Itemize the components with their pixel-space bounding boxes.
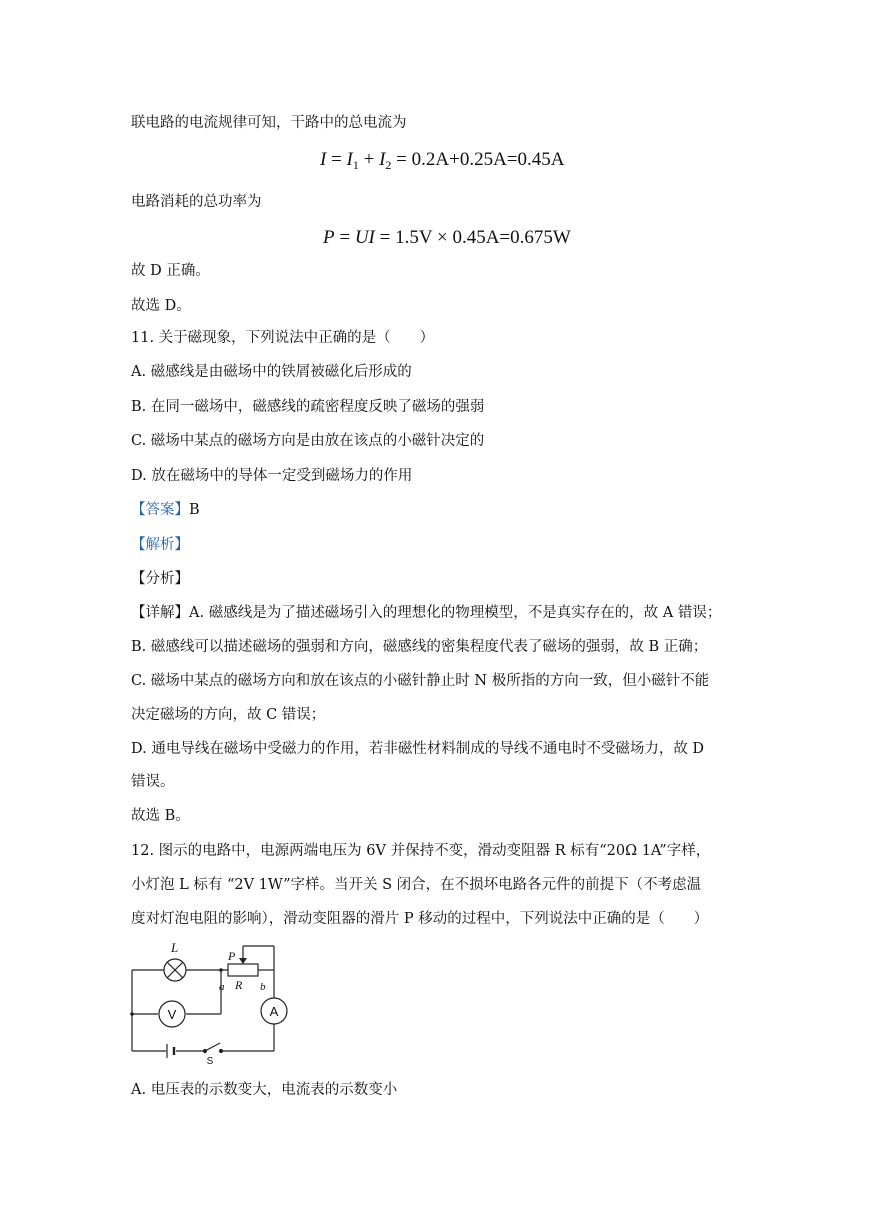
fenxi-tag: 【分析】 <box>131 571 189 587</box>
text-line: 故 D 正确。 <box>131 263 210 279</box>
switch-icon <box>204 1043 223 1053</box>
question-12-option-a: A. 电压表的示数变大，电流表的示数变小 <box>131 1082 398 1098</box>
question-12-stem-1: 12. 图示的电路中，电源两端电压为 6V 并保持不变，滑动变阻器 R 标有“20Ω 1A”字样， <box>131 843 711 859</box>
choice-line: 故选 B。 <box>131 808 190 824</box>
battery-icon <box>167 1044 174 1058</box>
detail-c-2: 决定磁场的方向，故 C 错误； <box>131 707 326 723</box>
option-c: C. 磁场中某点的磁场方向是由放在该点的小磁针决定的 <box>131 433 485 449</box>
detail-d-1: D. 通电导线在磁场中受磁力的作用，若非磁性材料制成的导线不通电时不受磁场力，故 D <box>131 741 705 757</box>
text-line: 电路消耗的总功率为 <box>131 194 262 210</box>
voltmeter-label: V <box>167 1007 177 1022</box>
equation-power: P = UI = 1.5V × 0.45A=0.675W <box>323 227 571 248</box>
answer-tag: 【答案】 <box>131 502 189 518</box>
detail-c-1: C. 磁场中某点的磁场方向和放在该点的小磁针静止时 N 极所指的方向一致，但小磁针不能 <box>131 673 710 689</box>
ammeter-label: A <box>269 1004 279 1019</box>
question-12-stem-2: 小灯泡 L 标有 “2V 1W”字样。当开关 S 闭合，在不损坏电路各元件的前提下（不考虑温 <box>131 877 702 893</box>
detail-a <box>131 603 721 623</box>
answer-line <box>131 500 200 520</box>
switch-label: S <box>206 1056 214 1066</box>
detail-tag: 【详解】 <box>131 605 189 621</box>
resistor-label: R <box>235 978 243 992</box>
slider-label: P <box>228 949 236 963</box>
lamp-icon <box>164 959 186 981</box>
end-a-label: a <box>219 981 225 993</box>
lamp-label: L <box>171 940 179 955</box>
detail-a-text: A. 磁感线是为了描述磁场引入的理想化的物理模型，不是真实存在的，故 A 错误； <box>189 605 722 621</box>
text-line: 联电路的电流规律可知，干路中的总电流为 <box>131 115 407 131</box>
question-12-stem-3: 度对灯泡电阻的影响），滑动变阻器的滑片 P 移动的过程中，下列说法中正确的是（ ） <box>131 911 709 927</box>
analysis-tag: 【解析】 <box>131 537 189 553</box>
detail-d-2: 错误。 <box>131 774 175 790</box>
detail-b: B. 磁感线可以描述磁场的强弱和方向，磁感线的密集程度代表了磁场的强弱，故 B 正确； <box>131 639 708 655</box>
end-b-label: b <box>260 981 266 993</box>
slider-arrow-icon <box>239 958 247 964</box>
option-a: A. 磁感线是由磁场中的铁屑被磁化后形成的 <box>131 364 412 380</box>
circuit-diagram <box>124 936 294 1066</box>
text-line: 故选 D。 <box>131 298 191 314</box>
option-b: B. 在同一磁场中，磁感线的疏密程度反映了磁场的强弱 <box>131 399 485 415</box>
option-d: D. 放在磁场中的导体一定受到磁场力的作用 <box>131 468 413 484</box>
answer-value: B <box>189 502 200 518</box>
equation-current: $I = I_1 + I_2 = 0.2A+0.25A=0.45A$ <box>320 149 565 172</box>
resistor-icon <box>228 964 258 976</box>
question-11-stem: 11. 关于磁现象，下列说法中正确的是（ ） <box>131 330 435 346</box>
